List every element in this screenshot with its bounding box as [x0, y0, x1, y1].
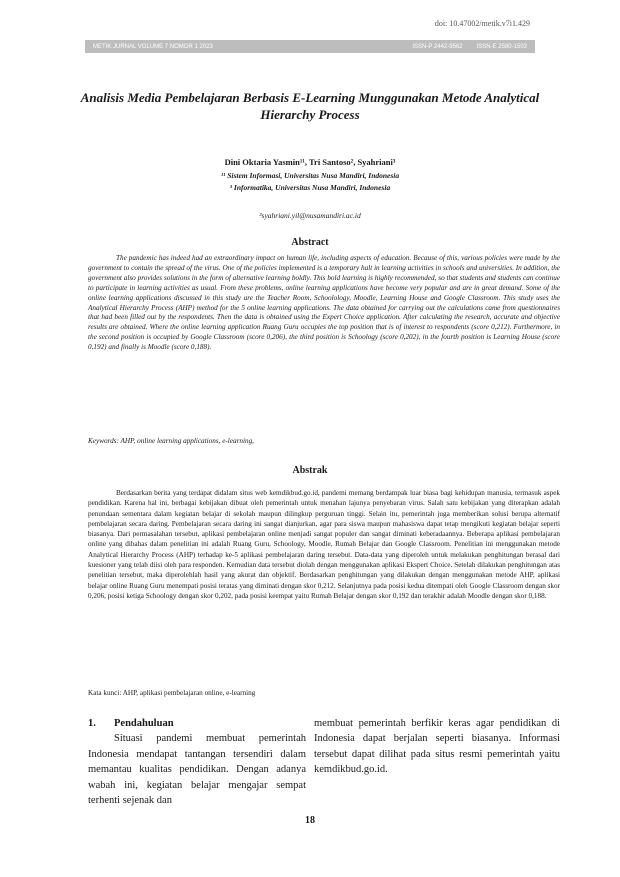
issn-print: ISSN-P 2442-9562 [412, 43, 463, 50]
page-number: 18 [305, 815, 315, 826]
section-heading [88, 716, 306, 731]
section-number: 1. [88, 718, 96, 729]
journal-header-bar [85, 40, 535, 53]
author-list: Dini Oktaria Yasmin¹¹, Tri Santoso², Syahriani³ [224, 157, 396, 167]
journal-name: METIK JURNAL VOLUME 7 NOMOR 1 2023 [93, 43, 213, 50]
body-paragraph-right: membuat pemerintah berfikir keras agar pendidikan di Indonesia dapat berjalan seperti biasanya. Informasi tersebut dapat dilihat pada situs resmi pemerintah yaitu kemdikbud.go.id. [314, 718, 560, 776]
keywords-line: Keywords: AHP, online learning applications, e-learning, [88, 437, 254, 445]
abstract-english: The pandemic has indeed had an extraordinary impact on human life, including aspects of education. Because of this, various policies were made by the government to contain the spread of the virus. One of the policies implemented is a temporary halt in learning activities in schools and universities. In addition, the government also provides solutions in the form of alternative learning boldly. This bold learning is highly recommended, so that students and students can continue to participate in learning activities as usual. From these problems, online learning applications have become very popular and are in great demand. Some of the online learning applications discussed in this study are the Teacher Room, Schoolology, Moodle, Learning House and Google Classroom. This study uses the Analytical Hierarchy Process (AHP) method for the 5 online learning applications. The data obtained for carrying out the calculations came from questionnaires that had been filled out by the respondents. Then the data is obtained using the Expert Choice application. After calculating the research, accurate and objective results are obtained. Where the online learning application Ruang Guru occupies the top position that is of interest to respondents (score 0,212). Furthermore, in the second position is occupied by Google Classroom (score 0,206), the third position is Schoology (score 0,202), in the fourth position is Learning House (score 0,192) and finally is Moodle (score 0,188). [88, 254, 560, 352]
affiliation-2: ³ Informatika, Universitas Nusa Mandiri, Indonesia [229, 183, 391, 192]
body-paragraph-left: Situasi pandemi membuat pemerintah Indonesia mendapat tantangan tersendiri dalam memantau kualitas pendidikan. Dengan adanya wabah ini, kegiatan belajar mengajar sempat terhenti sejenak dan [88, 733, 306, 807]
abstrak-heading: Abstrak [292, 465, 328, 476]
issn-group [412, 44, 527, 50]
affiliation-1: ¹¹ Sistem Informasi, Universitas Nusa Mandiri, Indonesia [220, 171, 400, 180]
doi-label: doi: 10.47002/metik.v7i1.429 [434, 19, 530, 28]
kata-kunci-line: Kata kunci: AHP, aplikasi pembelajaran online, e-learning [88, 689, 256, 697]
abstract-heading: Abstract [291, 237, 329, 248]
body-column-left [88, 716, 306, 808]
paper-title: Analisis Media Pembelajaran Berbasis E-Learning Munggunakan Metode Analytical Hierarchy Process [80, 90, 540, 122]
corresponding-email: ³syahriani.yil@nusamandiri.ac.id [259, 211, 361, 220]
abstrak-indonesian: Berdasarkan berita yang terdapat didalam situs web kemdikbud.go.id, pandemi memang berdampak luar biasa bagi kehidupan manusia, termasuk aspek pendidikan. Karena hal ini, berbagai kebijakan dibuat oleh pemerintah untuk menahan lajunya penyebaran virus. Salah satu kebijakan yang diterapkan adalah penundaan sementara dalam kegiatan belajar di sekolah maupun dilingkup perguruan tinggi. Selain itu, pemerintah juga memberikan solusi berupa alternatif pembelajaran secara daring. Pembelajaran secara daring ini sangat dianjurkan, agar para siswa maupun mahasiswa dapat tetap mengikuti kegiatan belajar seperti biasanya. Dari permasalahan tersebut, aplikasi pembelajaran online menjadi sangat populer dan sangat diminati keberadaannya. Beberapa aplikasi pembelajaran online yang dibahas dalam penelitian ini adalah Ruang Guru, Schoology, Moodle, Rumah Belajar dan Google Classroom. Penelitian ini menggunakan metode Analytical Hierarchy Process (AHP) terhadap ke-5 aplikasi pembelajaran daring tersebut. Data-data yang diperoleh untuk melakukan penghitungan berasal dari kuesioner yang telah diisi oleh para responden. Kemudian data tersebut diolah dengan menggunakan aplikasi Ekspert Choice. Setelah dilakukan penghitungan atas penelitian tersebut, maka diperolehlah hasil yang akurat dan objektif. Berdasarkan penghitungan yang dilakukan dengan menggunakan metode AHP, aplikasi belajar online Ruang Guru menempati posisi teratas yang diminati dengan skor 0,212. Selanjutnya pada posisi kedua ditempati oleh Google Classroom dengan skor 0,206, posisi ketiga Schoology dengan skor 0,202, pada posisi keempat yaitu Rumah Belajar dengan skor 0,192 dan terakhir adalah Moodle dengan skor 0,188. [88, 489, 560, 600]
issn-online: ISSN-E 2580-1503 [476, 43, 527, 50]
section-title: Pendahuluan [114, 718, 174, 729]
